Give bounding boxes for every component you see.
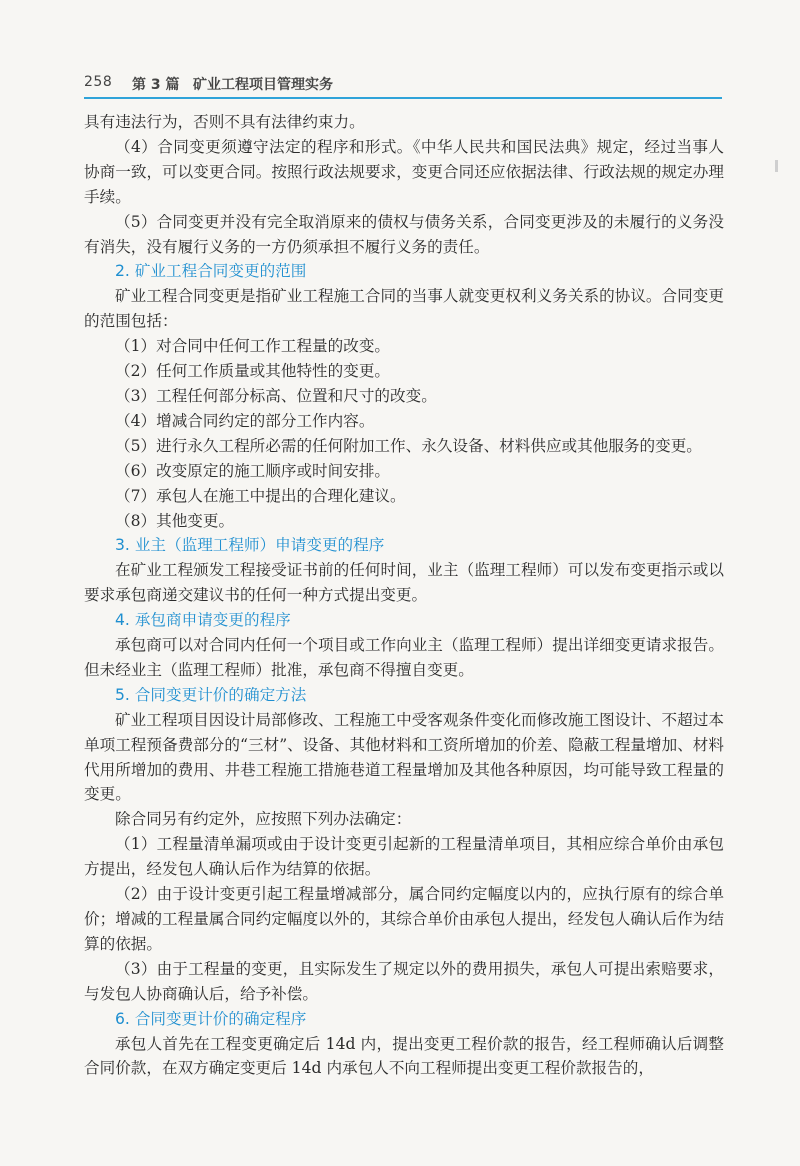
paragraph: （3）工程任何部分标高、位置和尺寸的改变。 (115, 386, 437, 405)
paragraph: （1）工程量清单漏项或由于设计变更引起新的工程量清单项目，其相应综合单价由承包方提出，经发包人确认后作为结算的依据。 (84, 835, 724, 879)
paragraph: 承包人首先在工程变更确定后 14d 内，提出变更工程价款的报告，经工程师确认后调整合同价款，在双方确定变更后 14d 内承包人不向工程师提出变更工程价款报告的， (84, 1034, 724, 1078)
margin-mark (775, 160, 778, 172)
section-heading: 2. 矿业工程合同变更的范围 (115, 262, 307, 281)
paragraph: （8）其他变更。 (115, 511, 235, 530)
paragraph: 矿业工程合同变更是指矿业工程施工合同的当事人就变更权利义务关系的协议。合同变更的范围包括： (84, 287, 724, 331)
paragraph: （3）由于工程量的变更，且实际发生了规定以外的费用损失，承包人可提出索赔要求，与发包人协商确认后，给予补偿。 (84, 959, 724, 1003)
section-heading: 6. 合同变更计价的确定程序 (115, 1009, 307, 1028)
section-heading: 5. 合同变更计价的确定方法 (115, 685, 307, 704)
page-number: 258 (84, 74, 113, 90)
paragraph: （4）增减合同约定的部分工作内容。 (115, 411, 375, 430)
paragraph: 在矿业工程颁发工程接受证书前的任何时间，业主（监理工程师）可以发布变更指示或以要求承包商递交建议书的任何一种方式提出变更。 (84, 561, 724, 605)
paragraph: （5）合同变更并没有完全取消原来的债权与债务关系，合同变更涉及的未履行的义务没有消失，没有履行义务的一方仍须承担不履行义务的责任。 (84, 212, 724, 256)
paragraph: （1）对合同中任何工作工程量的改变。 (115, 337, 391, 356)
paragraph: （5）进行永久工程所必需的任何附加工作、永久设备、材料供应或其他服务的变更。 (115, 436, 702, 455)
paragraph: （2）由于设计变更引起工程量增减部分，属合同约定幅度以内的，应执行原有的综合单价；增减的工程量属合同约定幅度以外的，其综合单价由承包人提出，经发包人确认后作为结算的依据。 (84, 885, 724, 953)
header-title: 矿业工程项目管理实务 (193, 77, 333, 93)
section-heading: 3. 业主（监理工程师）申请变更的程序 (115, 536, 385, 555)
paragraph: 承包商可以对合同内任何一个项目或工作向业主（监理工程师）提出详细变更请求报告。但未经业主（监理工程师）批准，承包商不得擅自变更。 (84, 636, 724, 679)
paragraph: 矿业工程项目因设计局部修改、工程施工中受客观条件变化而修改施工图设计、不超过本单项工程预备费部分的“三材”、设备、其他材料和工资所增加的价差、隐蔽工程量增加、材料代用所增加的费用、井巷工程施工措施巷道工程量增加及其他各种原因，均可能导致工程量的变更。 (84, 710, 724, 804)
paragraph: （2）任何工作质量或其他特性的变更。 (115, 362, 391, 381)
paragraph: 具有违法行为，否则不具有法律约束力。 (84, 113, 365, 131)
section-heading: 4. 承包商申请变更的程序 (115, 611, 291, 630)
part-label: 第 3 篇 (132, 77, 180, 93)
paragraph: （4）合同变更须遵守法定的程序和形式。《中华人民共和国民法典》规定，经过当事人协商一致，可以变更合同。按照行政法规要求，变更合同还应依据法律、行政法规的规定办理手续。 (84, 137, 724, 206)
running-header (84, 70, 720, 96)
paragraph: （6）改变原定的施工顺序或时间安排。 (115, 461, 391, 480)
paragraph: （7）承包人在施工中提出的合理化建议。 (115, 486, 406, 505)
paragraph: 除合同另有约定外，应按照下列办法确定： (115, 810, 412, 829)
body-text (84, 110, 724, 1081)
header-rule (84, 97, 722, 99)
